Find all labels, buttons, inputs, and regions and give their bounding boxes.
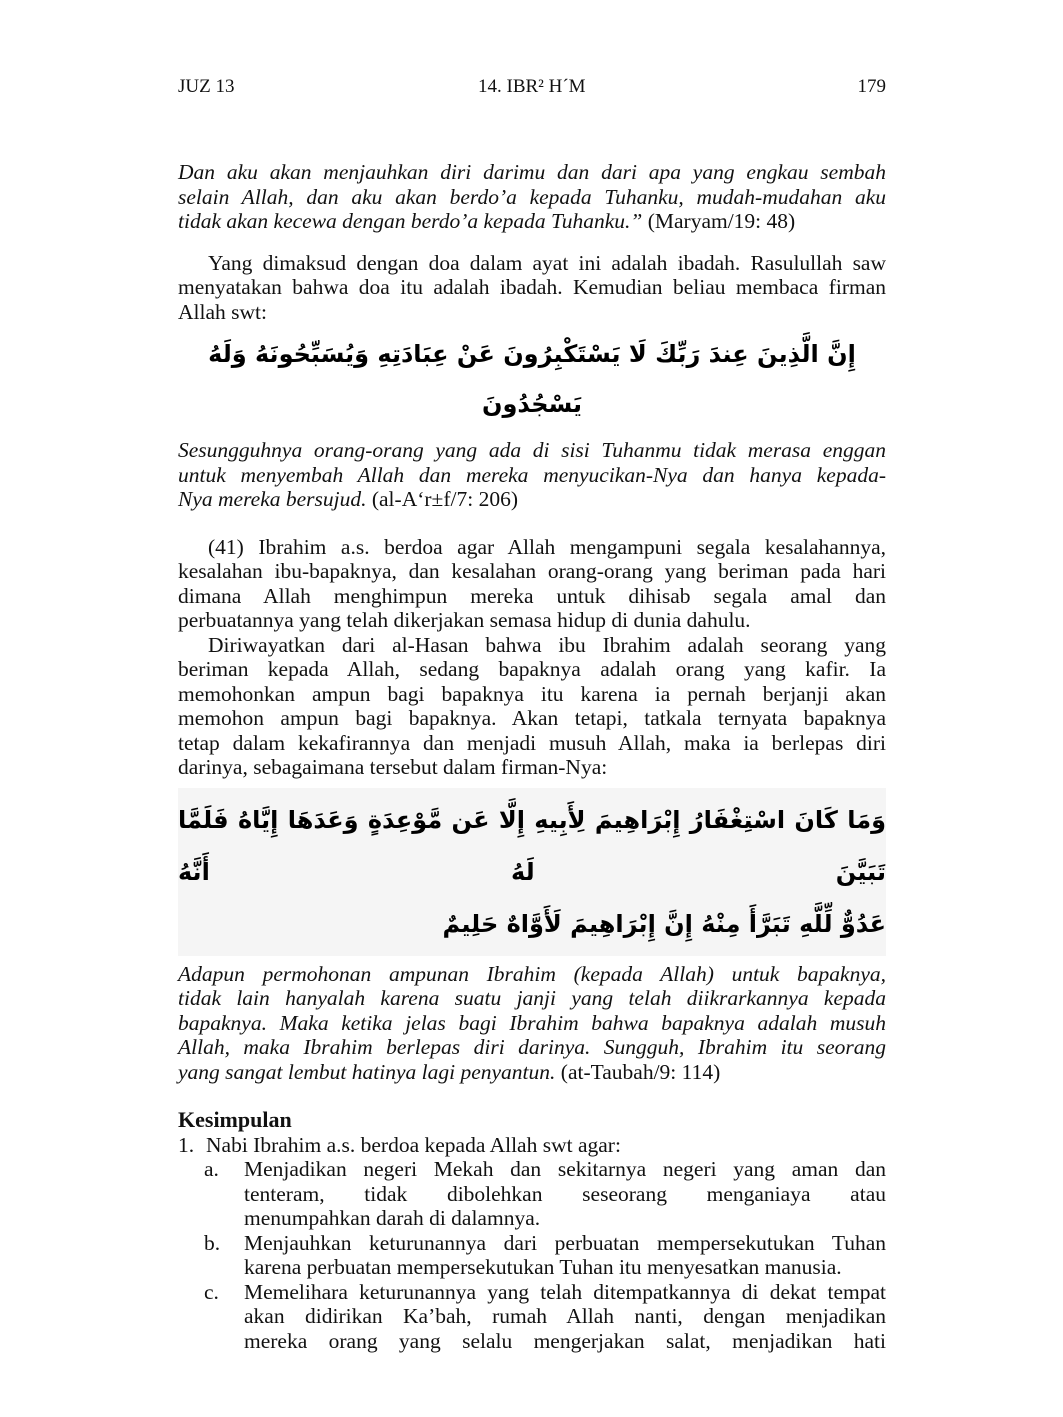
- paragraph-al-hasan: [178, 633, 886, 780]
- text-line: [178, 682, 886, 707]
- text-line: [178, 209, 886, 234]
- line-text: darinya, sebagaimana tersebut dalam firman-Nya:: [178, 755, 608, 779]
- list-item-text: [244, 1280, 886, 1354]
- list-marker: 1.: [178, 1132, 195, 1157]
- citation: (Maryam/19: 48): [642, 209, 796, 233]
- line-text: (41) Ibrahim a.s. berdoa agar Allah mengampuni segala kesalahannya,: [208, 534, 886, 559]
- text-line: Menjauhkan keturunannya dari perbuatan mempersekutukan Tuhan: [244, 1230, 886, 1255]
- text-line: [178, 300, 886, 325]
- line-text: untuk menyembah Allah dan mereka menyucikan-Nya dan hanya kepada-: [178, 462, 886, 487]
- running-header: [178, 76, 886, 102]
- text-line: [178, 185, 886, 210]
- text-line: akan didirikan Ka’bah, rumah Allah nanti, dengan menjadikan: [244, 1304, 886, 1328]
- list-item-1: [178, 1133, 886, 1158]
- sub-list: [178, 1157, 886, 1353]
- list-marker: c.: [204, 1279, 219, 1304]
- page-body: [178, 160, 886, 1353]
- page-number: 179: [857, 76, 886, 97]
- text-line: [178, 986, 886, 1011]
- line-text: kesalahan ibu-bapaknya, dan kesalahan orang-orang yang beriman pada hari: [178, 559, 886, 583]
- list-item-text: [244, 1157, 886, 1231]
- sub-list-item: [178, 1157, 886, 1231]
- list-item-text: [244, 1231, 886, 1280]
- list-item-text: Nabi Ibrahim a.s. berdoa kepada Allah swt agar:: [206, 1132, 621, 1157]
- line-text: Dan aku akan menjauhkan diri darimu dan dari apa yang engkau sembah: [178, 160, 886, 184]
- text-line: Menjadikan negeri Mekah dan sekitarnya negeri yang aman dan: [244, 1157, 886, 1181]
- line-text: menyatakan bahwa doa itu adalah ibadah. Kemudian beliau membaca firman: [178, 275, 886, 299]
- line-text: tidak akan kecewa dengan berdo’a kepada Tuhanku.”: [178, 209, 643, 233]
- text-line: [178, 487, 886, 512]
- list-marker: a.: [204, 1157, 219, 1181]
- line-text: Adapun permohonan ampunan Ibrahim (kepada Allah) untuk bapaknya,: [178, 961, 886, 986]
- line-text: Diriwayatkan dari al-Hasan bahwa ibu Ibrahim adalah seorang yang: [208, 632, 886, 657]
- quote-translation-maryam: [178, 160, 886, 234]
- chapter-title: 14. IBR² H´M: [478, 76, 586, 97]
- line-text: memohon ampun bagi bapaknya. Akan tetapi, tatkala ternyata bapaknya: [178, 706, 886, 730]
- text-line: [178, 731, 886, 756]
- text-line: [178, 608, 886, 633]
- list-marker: b.: [204, 1230, 221, 1255]
- text-line: [178, 657, 886, 682]
- text-line: karena perbuatan mempersekutukan Tuhan itu menyesatkan manusia.: [244, 1255, 842, 1279]
- text-line: [178, 755, 886, 780]
- line-text: bapaknya. Maka ketika jelas bagi Ibrahim bahwa bapaknya adalah musuh: [178, 1010, 886, 1035]
- juz-label: JUZ 13: [178, 76, 235, 97]
- arabic-verse-at-taubah-114: [178, 788, 886, 956]
- text-line: menumpahkan darah di dalamnya.: [244, 1206, 541, 1230]
- text-line: [178, 535, 886, 560]
- text-line: [178, 438, 886, 463]
- translation-at-taubah-114: [178, 962, 886, 1085]
- arabic-verse-al-araf-206: إِنَّ الَّذِينَ عِندَ رَبِّكَ لَا يَسْتَكْبِرُونَ عَنْ عِبَادَتِهِ وَيُسَبِّحُونَهُ وَلَهُ يَسْجُدُونَ: [208, 340, 856, 418]
- text-line: [178, 706, 886, 731]
- line-text: yang sangat lembut hatinya lagi penyantun.: [178, 1059, 556, 1084]
- text-line: [178, 559, 886, 584]
- text-line: [178, 463, 886, 488]
- section-heading-kesimpulan: Kesimpulan: [178, 1107, 292, 1132]
- text-line: [178, 962, 886, 987]
- line-text: Allah, maka Ibrahim berlepas diri darinya. Sungguh, Ibrahim itu seorang: [178, 1035, 886, 1059]
- translation-al-araf-206: [178, 438, 886, 512]
- text-line: mereka orang yang selalu mengerjakan salat, menjadikan hati: [244, 1328, 886, 1353]
- citation: (al-A‘r±f/7: 206): [366, 487, 518, 511]
- paragraph-doa-ibadah: [178, 251, 886, 325]
- line-text: perbuatannya yang telah dikerjakan semasa hidup di dunia dahulu.: [178, 608, 751, 632]
- text-line: [178, 251, 886, 276]
- line-text: memohonkan ampun bagi bapaknya itu karena ia pernah berjanji akan: [178, 681, 886, 706]
- paragraph-verse-41: [178, 535, 886, 633]
- citation: (at-Taubah/9: 114): [555, 1059, 721, 1084]
- arabic-line: عَدُوٌّ لِّلَّهِ تَبَرَّأَ مِنْهُ إِنَّ إِبْرَاهِيمَ لَأَوَّاهٌ حَلِيمٌ: [442, 909, 886, 938]
- text-line: [178, 1060, 886, 1085]
- line-text: Yang dimaksud dengan doa dalam ayat ini adalah ibadah. Rasulullah saw: [208, 250, 886, 275]
- text-line: [178, 1011, 886, 1036]
- sub-list-item: [178, 1280, 886, 1354]
- line-text: tidak lain hanyalah karena suatu janji yang telah diikrarkannya kepada: [178, 986, 886, 1010]
- line-text: Nya mereka bersujud.: [178, 487, 367, 511]
- arabic-line: وَمَا كَانَ اسْتِغْفَارُ إِبْرَاهِيمَ لِأَبِيهِ إِلَّا عَن مَّوْعِدَةٍ وَعَدَهَا إِيَّاهُ فَلَمَّا تَبَيَّنَ لَهُ أَنَّهُ: [178, 805, 886, 886]
- line-text: Sesungguhnya orang-orang yang ada di sisi Tuhanmu tidak merasa enggan: [178, 438, 886, 462]
- text-line: [178, 1035, 886, 1060]
- text-line: [178, 633, 886, 658]
- sub-list-item: [178, 1231, 886, 1280]
- line-text: selain Allah, dan aku akan berdo’a kepada Tuhanku, mudah-mudahan aku: [178, 184, 886, 209]
- text-line: tenteram, tidak dibolehkan seseorang menganiaya atau: [244, 1181, 886, 1206]
- line-text: tetap dalam kekafirannya dan menjadi musuh Allah, maka ia berlepas diri: [178, 730, 886, 755]
- line-text: beriman kepada Allah, sedang bapaknya adalah orang yang kafir. Ia: [178, 657, 886, 681]
- text-line: Memelihara keturunannya yang telah ditempatkannya di dekat tempat: [244, 1279, 886, 1304]
- line-text: dimana Allah menghimpun mereka untuk dihisab segala amal dan: [178, 583, 886, 608]
- text-line: [178, 275, 886, 300]
- text-line: [178, 160, 886, 185]
- text-line: [178, 584, 886, 609]
- line-text: Allah swt:: [178, 299, 267, 324]
